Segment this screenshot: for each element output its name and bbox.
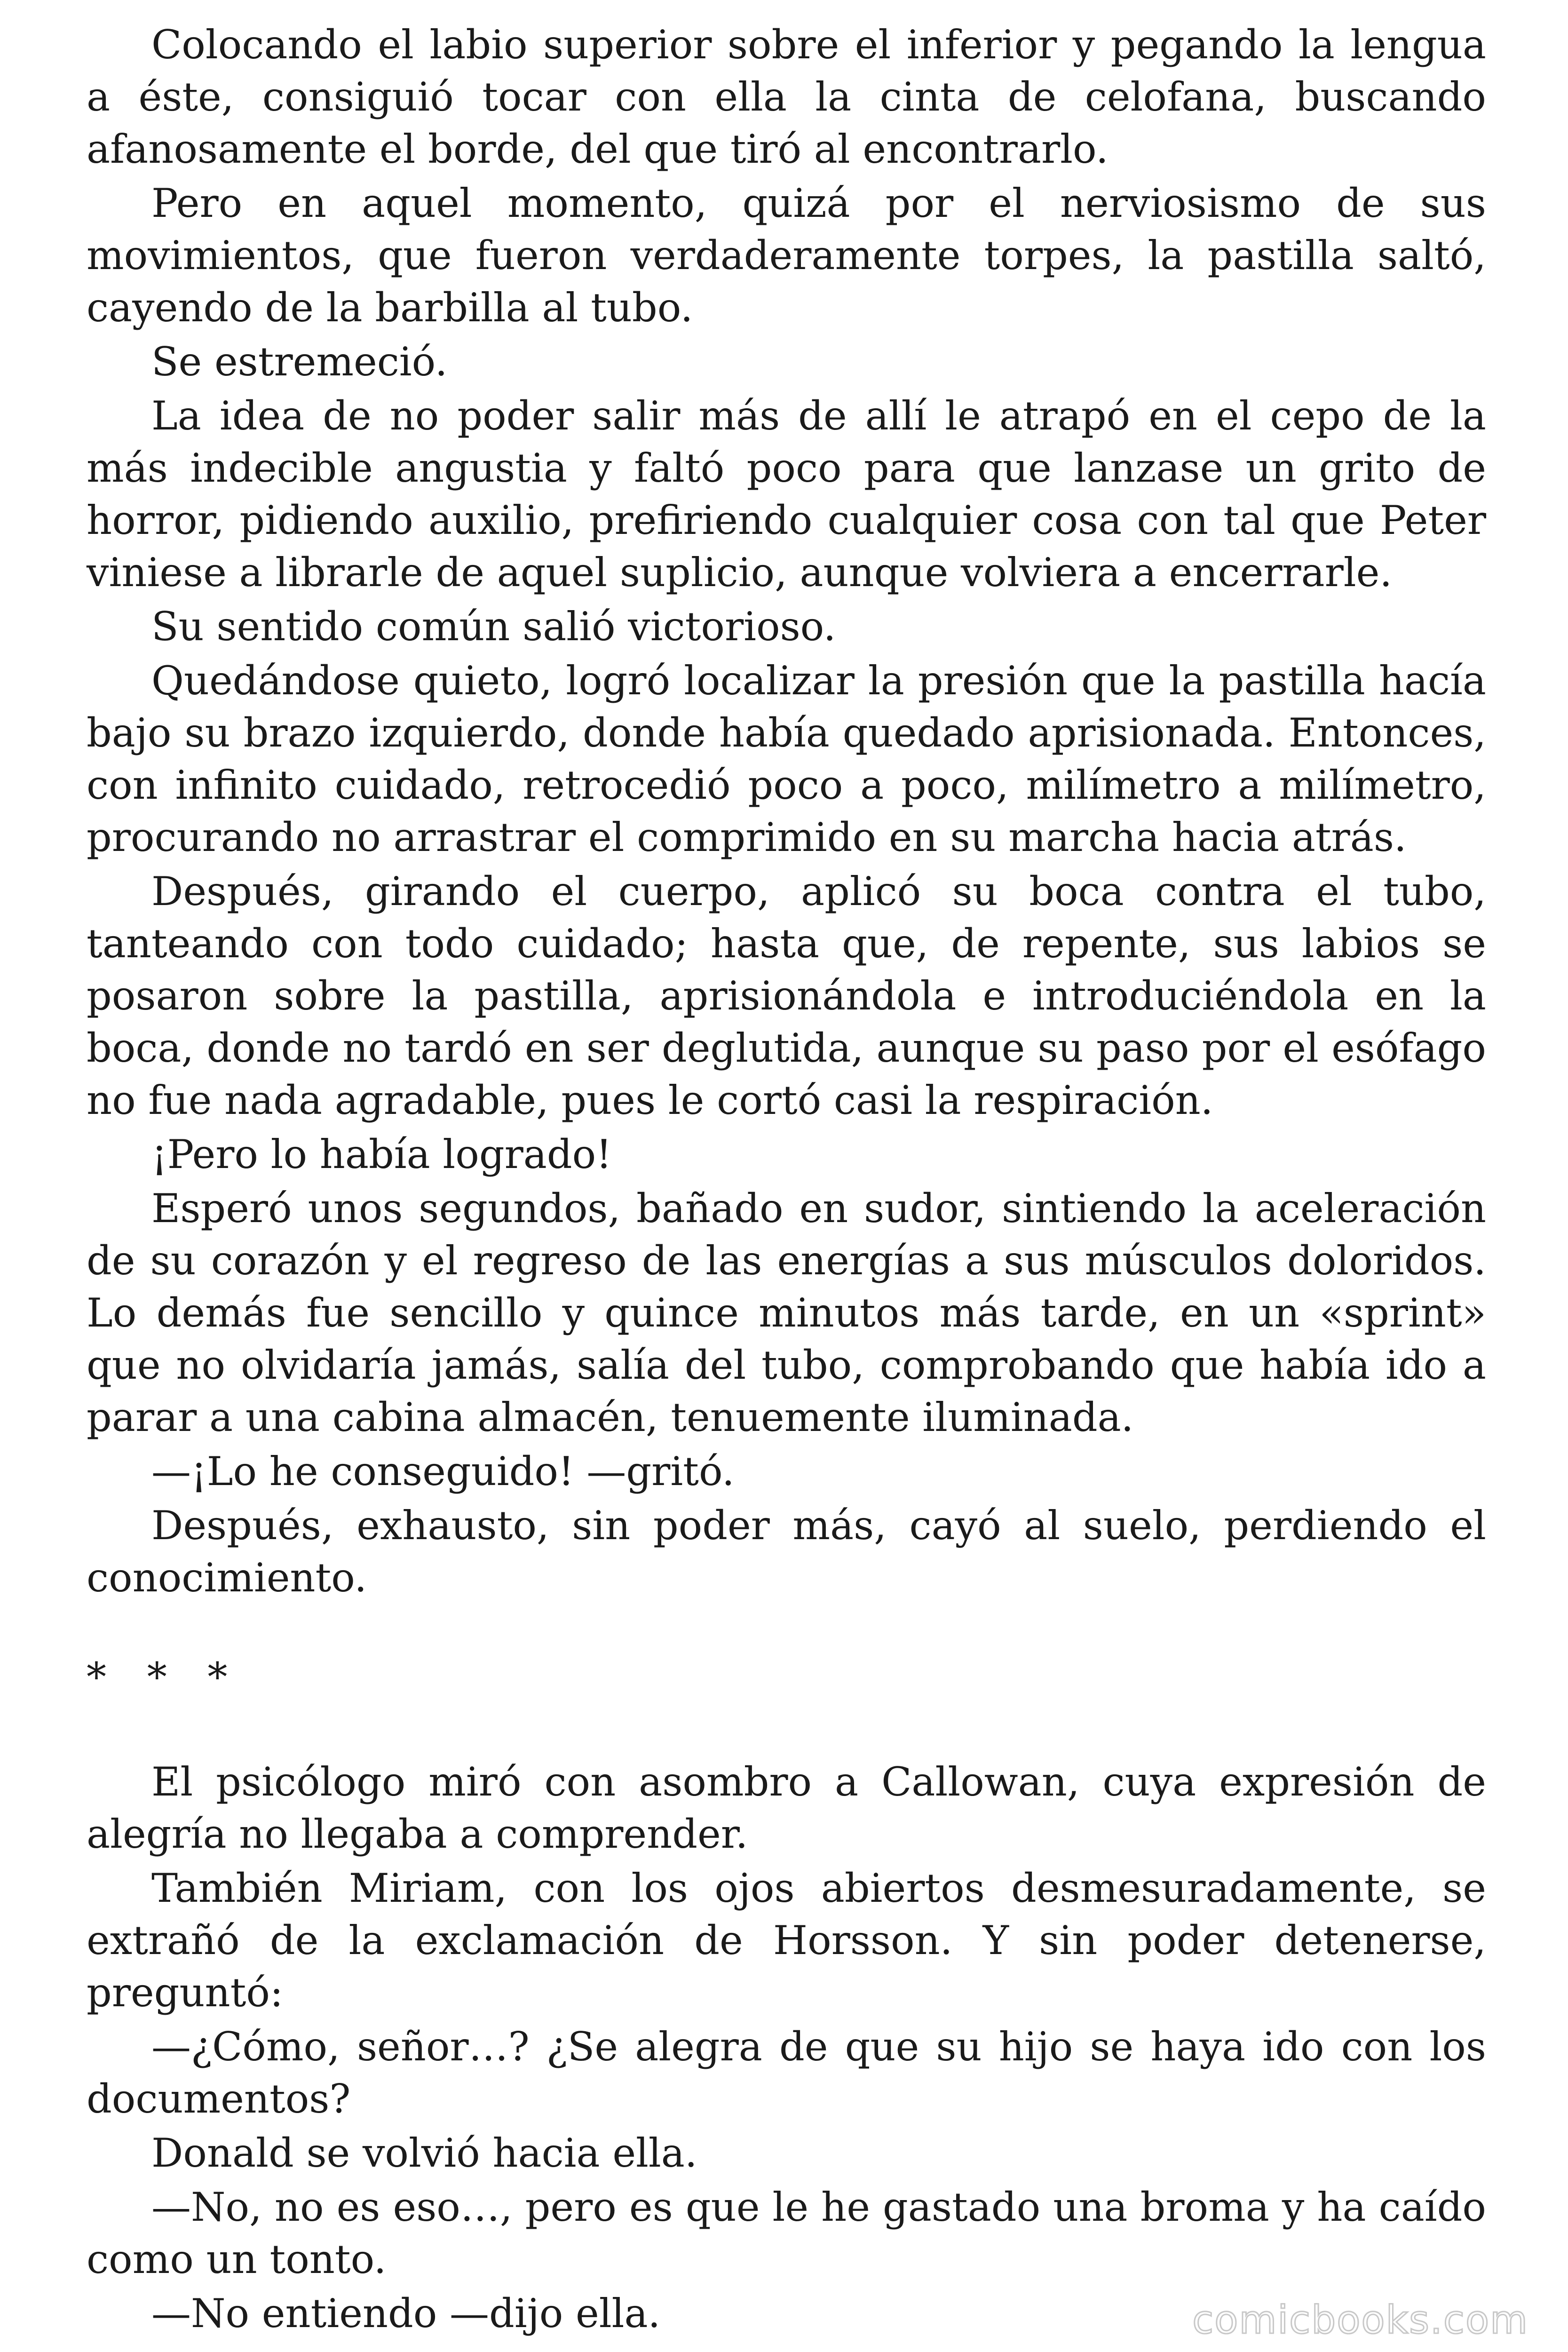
paragraph: —No entiendo —dijo ella. [151,2290,661,2336]
watermark-logo: comicbooks.com [1192,2298,1528,2343]
paragraph: El psicólogo miró con asombro a Callowan, cuya expresión de alegría no llegaba a comprender. [87,1759,1486,1857]
section-separator: * * * [87,1654,242,1700]
paragraph: —¡Lo he conseguido! —gritó. [151,1448,735,1494]
paragraph: Después, girando el cuerpo, aplicó su boca contra el tubo, tanteando con todo cuidado; hasta que, de repente, sus labios se posaron sobre la pastilla, aprisionándola e introduciéndola en la boca, donde no tardó en ser deglutida, aunque su paso por el esófago no fue nada agradable, pues le cortó casi la respiración. [87,868,1486,1123]
paragraph: Después, exhausto, sin poder más, cayó al suelo, perdiendo el conocimiento. [87,1502,1486,1601]
paragraph: Quedándose quieto, logró localizar la presión que la pastilla hacía bajo su brazo izquierdo, donde había quedado aprisionada. Entonces, con infinito cuidado, retrocedió poco a poco, milímetro a milímetro, procurando no arrastrar el comprimido en su marcha hacia atrás. [87,658,1486,860]
paragraph: —¿Cómo, señor…? ¿Se alegra de que su hijo se haya ido con los documentos? [87,2024,1486,2122]
paragraph: Donald se volvió hacia ella. [151,2130,697,2176]
paragraph: —No, no es eso…, pero es que le he gastado una broma y ha caído como un tonto. [87,2184,1486,2282]
paragraph: La idea de no poder salir más de allí le atrapó en el cepo de la más indecible angustia y faltó poco para que lanzase un grito de horror, pidiendo auxilio, prefiriendo cualquier cosa con tal que Peter viniese a librarle de aquel suplicio, aunque volviera a encerrarle. [87,393,1486,596]
paragraph: Esperó unos segundos, bañado en sudor, sintiendo la aceleración de su corazón y el regreso de las energías a sus músculos doloridos. Lo demás fue sencillo y quince minutos más tarde, en un «sprint» que no olvidaría jamás, salía del tubo, comprobando que había ido a parar a una cabina almacén, tenuemente iluminada. [87,1185,1486,1440]
paragraph: Se estremeció. [151,339,448,385]
paragraph: Pero en aquel momento, quizá por el nerviosismo de sus movimientos, que fueron verdaderamente torpes, la pastilla saltó, cayendo de la barbilla al tubo. [87,180,1486,331]
paragraph: También Miriam, con los ojos abiertos desmesuradamente, se extrañó de la exclamación de Horsson. Y sin poder detenerse, preguntó: [87,1865,1486,2016]
paragraph: Su sentido común salió victorioso. [151,604,836,650]
paragraph: ¡Pero lo había logrado! [151,1131,612,1177]
paragraph: Colocando el labio superior sobre el inferior y pegando la lengua a éste, consiguió tocar con ella la cinta de celofana, buscando afanosamente el borde, del que tiró al encontrarlo. [87,22,1486,172]
book-page [87,19,1486,2342]
